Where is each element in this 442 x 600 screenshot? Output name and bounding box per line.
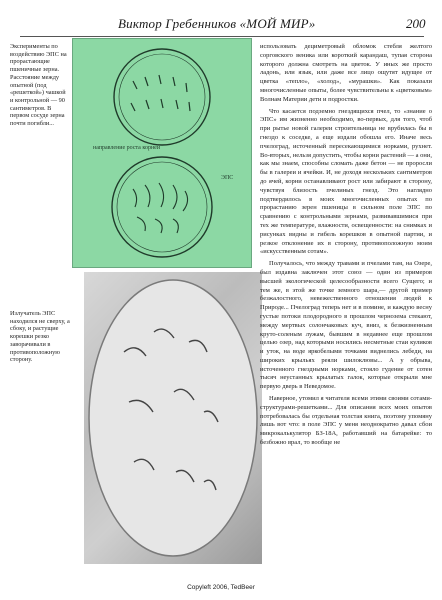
figure-caption-top: Эксперименты по воздействию ЭПС на прорастающие пшеничные зерна. Расстояние между опытной (под «решеткой») чашкой и контрольной — 90 сантиметров. В первом сосуде зерна почти погибли... (10, 43, 67, 128)
top-dish-outline (114, 49, 210, 145)
photo-dish (89, 280, 257, 556)
top-dish-note: направление роста корней (93, 145, 161, 151)
figure-caption-bottom: Излучатель ЭПС находился не сверху, а сбоку, и растущие корешки резко заворачивали в противоположную сторону. (10, 310, 70, 364)
paragraph: Наверное, утомил я читателя всеми этими своими сотами-структурами-решетками... Для описания всех моих опытов потребовалась бы отдельная толстая книга, поэтому упомяну лишь вот что: в поле ЭПС у меня неоднократно давал сбои микрокалькулятор БЗ-18А, работавший на батарейке: то безбожно врал, то вообще не (260, 395, 432, 447)
side-label: ЭПС (221, 175, 234, 181)
copyright-footer: Copyleft 2006, TedBeer (187, 584, 255, 591)
bottom-dish-inner-outline (117, 162, 207, 252)
petri-dish-illustration (72, 38, 252, 268)
article-text (260, 43, 432, 451)
paragraph: Получалось, что между травами и пчелами там, на Озере, был издавна заключен этот союз — один из примеров высшей экологической целесообразности всего Сущего; и тем же, в этой же точке земного шара,— другой пример безжалостного, невежественного отношения людей к Природе... Пчелоград теперь нет и в помине, и каждую весну густые потоки плодородного в прошлом чернозема стекают, между мертвых солончаковых куч, вниз, к безжизненным круто-соленым лужам, бывшим в недавнее еще прошлом целью озер, над которыми носились несметные стаи куликов и уток, на воде яркобелыми точками виднелись лебеди, на широких крыльях реяли шилоклювы... А у обрыва, источенного гнездными норками, стояло гудение от сотен тысяч неустанных крылатых галок, которые открыли мне первую дверь в Неведомое. (260, 260, 432, 391)
header-divider (20, 36, 424, 37)
page-number: 200 (406, 16, 426, 31)
photo-drawing (84, 272, 262, 564)
petri-dish-drawing (73, 39, 251, 267)
top-dish-inner-outline (119, 54, 205, 140)
paragraph: Что касается подземно гнездящихся пчел, то «знание о ЭПС» им жизненно необходимо, во-первых, для того, чтоб при рытье новой галереи строительница не врубилась бы в гнездо к соседке, а еще издали обошла его. Иначе весь пчелоград, источенный пересекающимися норками, рухнет. Во-вторых, нельзя допустить, чтобы корни растений — а они, как мы знаем, способны сломать даже бетон — не проросли бы в галереи и ячейки. И, не доходя нескольких сантиметров до ячей, корни останавливают рост или забирают в сторону, чувствуя близость пчелиных гнезд. Это наглядно подтвердилось в моих многочисленных опытах по прорастанию зерен пшеницы в сильном поле ЭПС по сравнению с контрольными зернами, развивавшимися при тех же температуре, влажности, освещенности: на снимках и рисунках видны и гибель корешков в опытной партии, и резкое отклонение их в сторону, противоположную моим «искусственным сотам». (260, 107, 432, 256)
bottom-dish-outline (112, 157, 212, 257)
top-dish-seeds (131, 75, 190, 111)
bottom-dish-roots (133, 183, 188, 233)
germination-photo (84, 272, 262, 564)
paragraph: использовать дециметровый обломок стебля желтого сорговского веника или короткий карандаш, тупая сторона которого должна смотреть на цветок. У иных же просто ладонь, или язык, или даже все лицо ощутят идущее от цветка «тепло», «холод», «мурашки». Как показали многочисленные опыты, более чувствительны к «цветковым» Волнам Материи дети и подростки. (260, 43, 432, 103)
running-title: Виктор Гребенников «МОЙ МИР» (118, 16, 316, 31)
